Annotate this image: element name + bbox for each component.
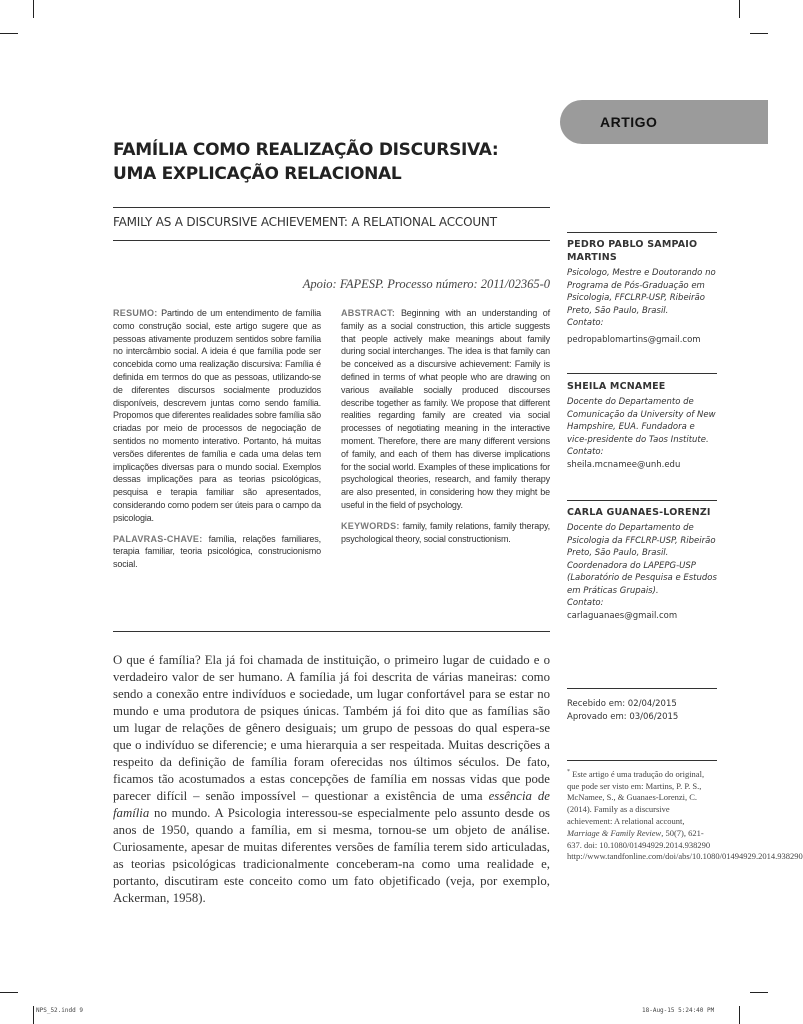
author-rule-1	[567, 232, 717, 233]
crop-mark	[739, 1006, 740, 1024]
keywords-text: family, family relations, family therapy, psychological theory, social constructionism.	[341, 520, 550, 544]
note-text-part-2: , 50(7), 621-637. doi: 10.1080/01494929.2014.938290 http://www.tandfonline.com/doi/abs/10.1080/01494929.2014.938290	[567, 827, 803, 862]
funding-note: Apoio: FAPESP. Processo número: 2011/02365-0	[302, 277, 550, 291]
abstract-text: Beginning with an understanding of family as a social construction, this article suggests that people actively make meanings about family during social interchanges. The idea is that family can be conceived as a discursive achievement: Family is defined in terms of what people who are drawing on various available socially produced discourses describe together as family. We propose that different realities regarding family are created via social processes of negotiating meaning in the interactive moment. Therefore, there are many different versions of family, and each of them has diverse implications for the social world. Examples of these implications for psychological theories, research, and family therapy are also presented, in considering how they might be useful in the field of psychology.	[341, 308, 550, 510]
received-date: Recebido em: 02/04/2015	[567, 699, 677, 709]
author-affiliation: Docente do Departamento de Psicologia da FFCLRP-USP, Ribeirão Preto, São Paulo, Brasil. Coordenadora do LAPEPG-USP (Laboratório de Pesquisa e Estudos em Práticas Grupais).	[567, 523, 717, 596]
resumo-text: Partindo de um entendimento de família como construção social, este artigo sugere que as pessoas ativamente produzem sentidos sobre família no intercâmbio social. A ideia é que família pode ser concebida como uma realização discursiva: Família é definida em termos do que as pessoas, utilizando-se de diferentes discursos socialmente produzidos disponíveis, descrevem juntas como sendo família. Propomos que diferentes realidades sobre família são criadas por meio de processos de negociação de sentidos no momento interativo. Portanto, há muitas versões diferentes de família e cada uma delas tem implicações diversas para o mundo social. Exemplos dessas implicações para as teorias psicológicas, pesquisa e terapia familiar são apresentados, considerando como podem ser úteis para o campo da psicologia.	[113, 308, 321, 523]
english-title: FAMILY AS A DISCURSIVE ACHIEVEMENT: A RELATIONAL ACCOUNT	[113, 215, 497, 229]
author-block-3	[567, 506, 717, 622]
submission-dates	[567, 698, 727, 723]
author-rule-2	[567, 373, 717, 374]
palavras-chave-label: PALAVRAS-CHAVE:	[113, 533, 203, 544]
resumo-label: RESUMO:	[113, 308, 158, 318]
note-rule	[567, 760, 717, 761]
author-name: PEDRO PABLO SAMPAIO MARTINS	[567, 239, 698, 263]
title-line-2: UMA EXPLICAÇÃO RELACIONAL	[113, 164, 402, 184]
crop-mark	[750, 33, 768, 34]
footer-timestamp: 18-Aug-15 5:24:40 PM	[642, 1007, 715, 1014]
approved-date: Aprovado em: 03/06/2015	[567, 711, 679, 722]
section-badge	[560, 100, 768, 144]
body-paragraph	[113, 652, 550, 907]
author-affiliation: Psicologo, Mestre e Doutorando no Programa de Pós-Graduação em Psicologia, FFCLRP-USP, Ribeirão Preto, São Paulo, Brasil.	[567, 268, 716, 316]
author-contact-label: Contato:	[567, 447, 604, 457]
translation-note	[567, 767, 803, 863]
author-block-1	[567, 238, 717, 346]
note-text-part-1: Este artigo é uma tradução do original, que pode ser visto em: Martins, P. P. S., McNamee, S., & Guanaes-Lorenzi, C. (2014). Family as a discursive achievement: A relational account,	[567, 768, 705, 827]
palavras-chave-text: família, relações familiares, terapia familiar, teoria psicológica, construcionismo social.	[113, 533, 321, 570]
author-rule-3	[567, 500, 717, 501]
footer-file-slug: NPS_52.indd 9	[36, 1007, 83, 1014]
author-contact-label: Contato:	[567, 598, 604, 608]
abstract-column	[341, 307, 550, 545]
dates-rule	[567, 688, 717, 689]
abstract-rule	[113, 631, 550, 632]
section-badge-label: ARTIGO	[600, 114, 658, 130]
keywords-label: KEYWORDS:	[341, 520, 400, 531]
resumo-column	[113, 307, 321, 571]
title-line-1: FAMÍLIA COMO REALIZAÇÃO DISCURSIVA:	[113, 140, 499, 160]
author-name: CARLA GUANAES-LORENZI	[567, 507, 711, 518]
crop-mark	[0, 992, 18, 993]
crop-mark	[0, 33, 18, 34]
note-journal: Marriage & Family Review	[567, 827, 662, 838]
abstract-paragraph	[341, 307, 550, 512]
author-email: pedropablomartins@gmail.com	[567, 334, 701, 345]
crop-mark	[33, 0, 34, 18]
author-name: SHEILA MCNAMEE	[567, 381, 666, 392]
body-text-part-1: O que é família? Ela já foi chamada de instituição, o primeiro lugar de cuidado e o verdadeiro valor de ser humano. A família já foi descrita de várias maneiras: como sendo a conexão entre indivíduos e sociedade, um lugar confortável para se estar no mundo e uma produtora de psiques únicas. Também já foi dito que as famílias são um lugar de relações de gênero desiguais; um grupo de pessoas do qual espera-se que o indivíduo se diferencie; e uma hierarquia a ser respeitada. Muitas descrições a respeito da definição de família foram oferecidas nos últimos séculos. De fato, ficamos tão acostumados a estas concepções de família em nossas vidas que pode parecer difícil – senão impossível – questionar a existência de uma	[113, 653, 550, 803]
author-affiliation: Docente do Departamento de Comunicação da University of New Hampshire, EUA. Fundadora e vice-presidente do Taos Institute.	[567, 397, 716, 445]
keywords-paragraph	[341, 520, 550, 546]
crop-mark	[739, 0, 740, 18]
title-rule	[113, 207, 550, 208]
author-block-2	[567, 380, 717, 471]
crop-mark	[33, 1006, 34, 1024]
article-title	[113, 138, 533, 186]
body-text-part-2: no mundo. A Psicologia interessou-se especialmente pelo assunto desde os anos de 1950, quando a família, em si mesma, tornou-se um objeto de análise. Curiosamente, apesar de muitas diferentes versões de família terem sido articuladas, as teorias psicológicas tradicionalmente conceberam-na como uma realidade e, portanto, discutiram este conceito como um fato objetificado (veja, por exemplo, Ackerman, 1958).	[113, 806, 550, 905]
note-mark: *	[567, 769, 570, 775]
resumo-paragraph	[113, 307, 321, 525]
author-email: sheila.mcnamee@unh.edu	[567, 459, 681, 470]
author-email: carlaguanaes@gmail.com	[567, 610, 678, 621]
crop-mark	[750, 992, 768, 993]
body-emphasis: essência de família	[113, 789, 550, 820]
abstract-label: ABSTRACT:	[341, 308, 396, 318]
palavras-chave-paragraph	[113, 533, 321, 571]
author-contact-label: Contato:	[567, 318, 604, 328]
subtitle-rule	[113, 240, 550, 241]
